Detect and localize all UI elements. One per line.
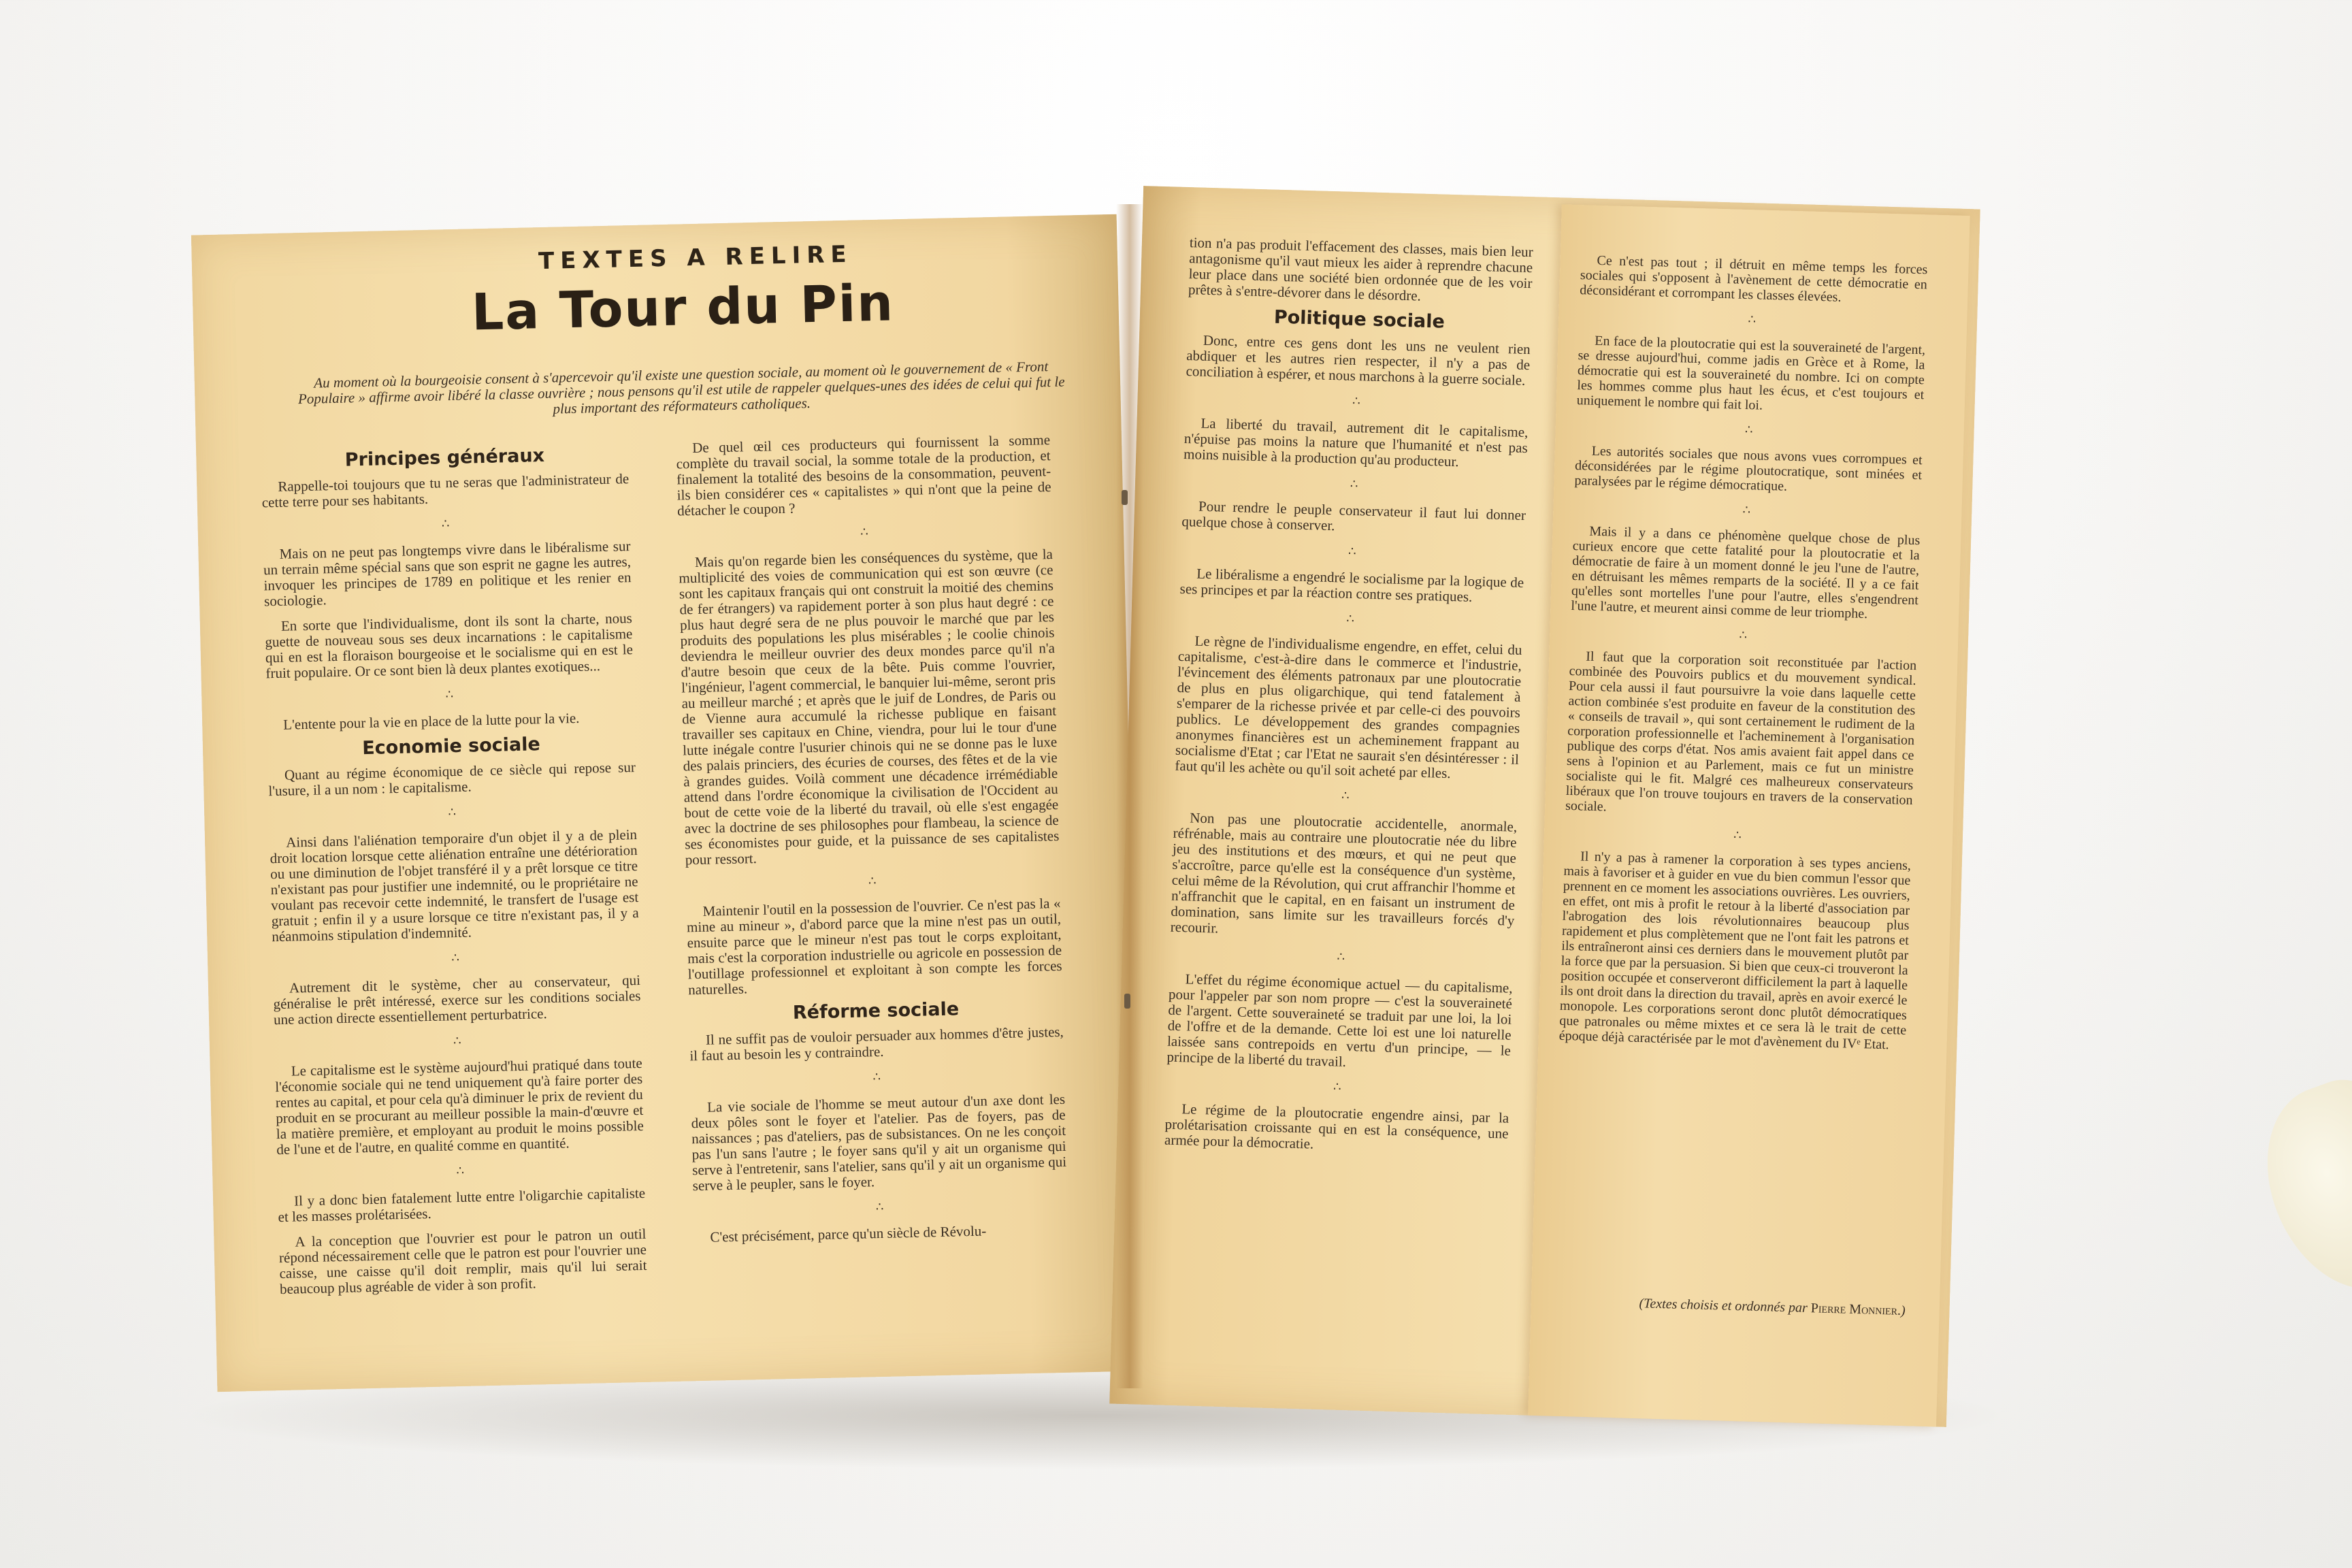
paragraph: Mais on ne peut pas longtemps vivre dans le libéralisme sur un terrain même spécial sans que son esprit ne gagne les autres, invoquer les principes de 1789 en politique et les renier en sociologie. — [263, 538, 632, 610]
paragraph: L'entente pour la vie en place de la lutte pour la vie. — [282, 709, 580, 733]
left-page — [191, 214, 1143, 1392]
paragraph: Pour rendre le peuple conservateur il faut lui donner quelque chose à conserver. — [1181, 497, 1526, 534]
separator-mark: ∴ — [1348, 544, 1358, 559]
paragraph: Ainsi dans l'aliénation temporaire d'un objet il y a de plein droit location lorsque cette aliénation entraîne une détérioration ou une diminution de l'objet transféré il y a prêt lorsque ce titre n'existant pas pour justifier une indemnité, ou le propriétaire ne voulant pas recevoir cette indemnité, le transfert de l'usage est gratuit ; enfin il y a usure lorsque ce titre n'existant pas, il y a néanmoins stipulation d'indemnité. — [270, 826, 639, 945]
separator-mark: ∴ — [1337, 949, 1347, 964]
paragraph: Maintenir l'outil en la possession de l'ouvrier. Ce n'est pas la « mine au mineur », d'abord parce que la mine n'est pas un outil, ensuite parce que le mineur n'est pas tout le corps exploitant, mais c'est la corporation industrielle ou agricole en possession de l'outillage professionnel et exploitant à son compte les forces naturelles. — [686, 894, 1062, 998]
book-spine — [1116, 204, 1143, 1388]
left-column-1 — [261, 442, 647, 1307]
section-heading: Politique sociale — [1273, 306, 1446, 333]
kicker: TEXTES A RELIRE — [538, 240, 853, 276]
paragraph: En sorte que l'individualisme, dont ils sont la charte, nous guette de nouveau sous ses deux incarnations : le capitalisme qui en est la floraison bourgeoise et le socialisme qui en est le fruit populaire. Or ce sont bien là deux plantes exotiques... — [265, 610, 634, 682]
paragraph: Ce n'est pas tout ; il détruit en même temps les forces sociales qui s'opposent à l'avènement de cette démocratie en déconsidérant et corrompant les classes élevées. — [1580, 252, 1928, 305]
separator-mark: ∴ — [441, 517, 451, 531]
separator-mark: ∴ — [456, 1163, 466, 1178]
folded-flap — [1528, 204, 1970, 1426]
paragraph: Il n'y a pas à ramener la corporation à ses types anciens, mais à favoriser et à guider en vue du bien commun l'essor que prennent en ce moment les associations ouvrières. Les ouvriers, en effet, ont mis à profit le retour à la liberté d'association par l'abrogation des lois révolutionnaires beaucoup plus rapidement et plus complètement que ne l'ont fait les patrons et ils entraîneront ainsi ces derniers dans le mouvement plutôt par la force que par la persuasion. Si bien que ceux-ci trouveront la position occupée et conserveront difficilement la part à laquelle ils ont droit dans la direction du travail, après en avoir exercé le monopole. Les corporations seront donc plutôt démocratiques que patronales ou même mixtes et ce sera là le trait de cette époque déjà caractérisée par le mot d'avènement du IVᵉ Etat. — [1558, 849, 1912, 1053]
separator-mark: ∴ — [1350, 476, 1360, 491]
separator-mark: ∴ — [1744, 422, 1754, 437]
separator-mark: ∴ — [448, 804, 458, 819]
section-heading: Principes généraux — [344, 444, 545, 471]
paragraph: Le libéralisme a engendré le socialisme par la logique de ses principes et par la réaction contre ses pratiques. — [1179, 565, 1524, 605]
staple — [1124, 994, 1130, 1009]
credit-prefix: (Textes choisis et ordonnés par — [1639, 1296, 1808, 1316]
paragraph: En face de la ploutocratie qui est la souveraineté de l'argent, se dresse aujourd'hui, comme jadis en Grèce et à Rome, la démocratie qui est la souveraineté du nombre. Ici on compte les hommes comme plus haut les écus, et c'est toujours et uniquement le nombre qui fait loi. — [1576, 333, 1926, 413]
paragraph: La vie sociale de l'homme se meut autour d'un axe dont les deux pôles sont le foyer et l'atelier. Pas de foyers, pas de naissances ; pas d'ateliers, pas de subsistances. On ne les conçoit pas l'un sans l'autre ; le foyer sans qu'il y ait un organisme qui serve à l'entretenir, sans l'atelier, sans qu'il y ait un organisme qui serve à le peupler, sans le foyer. — [691, 1090, 1067, 1194]
paragraph: Il ne suffit pas de vouloir persuader aux hommes d'être justes, il faut au besoin les y contraindre. — [689, 1023, 1064, 1064]
staple — [1122, 490, 1128, 505]
paragraph: Donc, entre ces gens dont les uns ne veulent rien abdiquer et les autres rien respecter, il n'y a pas de conciliation à espérer, et nous marchons à la guerre sociale. — [1186, 331, 1531, 389]
page-title: La Tour du Pin — [471, 274, 895, 342]
paragraph: Il y a donc bien fatalement lutte entre l'oligarchie capitaliste et les masses prolétarisées. — [278, 1184, 646, 1226]
author-credit — [1552, 1294, 1906, 1320]
paragraph: C'est précisément, parce qu'un siècle de Révolu- — [710, 1222, 987, 1245]
credit-suffix: ) — [1900, 1303, 1906, 1319]
paragraph: Il faut que la corporation soit reconstituée par l'action combinée des Pouvoirs publics et du mouvement syndical. Pour cela aussi il faut poursuivre la voie dans laquelle cette action combinée s'est produite en faveur de la constitution des « conseils de travail », qui sont certainement le rudiment de la corporation professionnelle et l'acheminement à l'organisation publique des corps d'état. Nos amis avaient fait appel dans ce sens à l'opinion et au Parlement, mais ce fut un ministre socialiste qui le fit. Malgré ces malheureux conservateurs libéraux que l'on trouve toujours en travers de la conservation sociale. — [1565, 649, 1917, 815]
separator-mark: ∴ — [445, 687, 455, 702]
paragraph: L'effet du régime économique actuel — du capitalisme, pour l'appeler par son nom propre — c'est la souveraineté de l'argent. Cette souveraineté se traduit par une loi, la loi de l'offre et de la demande. Cette loi est une loi naturelle laissée sans contrepoids en vertu d'un principe, — le principe de la liberté du travail. — [1166, 970, 1513, 1070]
paragraph: Quant au régime économique de ce siècle qui repose sur l'usure, il a un nom : le capitalisme. — [268, 759, 636, 800]
separator-mark: ∴ — [1739, 627, 1749, 642]
right-column-1 — [1164, 235, 1533, 1167]
separator-mark: ∴ — [868, 874, 878, 888]
paragraph: Non pas une ploutocratie accidentelle, anormale, réfrénable, mais au contraire une ploutocratie née du libre jeu des institutions et des mœurs, et qui ne peut que s'accroître, parce qu'elle est la conséquence d'un système, celui même de la Révolution, qui crut affranchir l'homme et n'affranchit que le capital, en en faisant un instrument de domination, sans limite sur les travailleurs forcés d'y recourir. — [1170, 809, 1518, 936]
paragraph: Les autorités sociales que nous avons vues corrompues et déconsidérées par le régime ploutocratique, sont minées et paralysées par le régime démocratique. — [1574, 443, 1923, 494]
separator-mark: ∴ — [451, 950, 461, 965]
section-heading: Economie sociale — [361, 734, 541, 760]
separator-mark: ∴ — [1742, 502, 1752, 517]
paragraph: Autrement dit le système, cher au conservateur, qui généralise le prêt intéressé, exerce sur les conditions sociales une action directe essentiellement perturbatrice. — [273, 971, 641, 1028]
paragraph: Le régime de la ploutocratie engendre ainsi, par la prolétarisation croissante qui en est la conséquence, une armée pour la démocratie. — [1164, 1100, 1509, 1152]
paragraph: Mais qu'on regarde bien les conséquences du système, que la multiplicité des voies de communication qui est son œuvre (ce sont les capitaux français qui ont construit la moitié des chemins de fer étrangers) va rapidement porter à son plus haut degré : ce plus haut degré sera de ne plus pouvoir le marché que par les produits des populations les plus misérables ; le coolie chinois deviendra le meilleur ouvrier des deux mondes parce qu'il n'a d'autre besoin que ceux de la bête. Puis comme l'ouvrier, l'ingénieur, l'agent commercial, le banquier lui-même, seront pris au meilleur marché ; et après que le juif de Londres, de Paris ou de Vienne aura accumulé la richesse publique en faisant travailler ses capitaux en Chine, viendra, pour lui le tour d'une lutte inégale contre l'usurier chinois qui ne se donne pas le luxe des palais princiers, des écuries de courses, des fêtes et de la vie à grandes guides. Voilà comment une décadence irrémédiable attend dans l'ordre économique la civilisation de l'Occident au bout de cette voie de la liberté du travail, où elle s'est engagée avec la doctrine de ses philosophes pour flambeau, la science de ses économistes pour guide, et la puissance de ses capitalistes pour ressort. — [679, 546, 1060, 868]
separator-mark: ∴ — [1346, 611, 1356, 626]
paragraph: Rappelle-toi toujours que tu ne seras que l'administrateur de cette terre pour ses habitants. — [261, 470, 630, 511]
separator-mark: ∴ — [1333, 1079, 1343, 1094]
separator-mark: ∴ — [1352, 393, 1362, 408]
section-heading: Réforme sociale — [792, 998, 960, 1024]
paragraph: Mais il y a dans ce phénomène quelque chose de plus curieux encore que cette fatalité pour la ploutocratie et la démocratie de faire à un moment donné le jeu l'une de l'autre, en détruisant les mêmes remparts de la société. Il y a ce fait qu'elles sont mortelles l'une pour l'autre, elles s'engendrent l'une l'autre, et meurent ainsi comme de leur triomphe. — [1571, 523, 1921, 622]
intro-paragraph: Au moment où la bourgeoisie consent à s'apercevoir qu'il existe une question sociale, au moment où le gouvernement de « Front Populaire » affirme avoir libéré la classe ouvrière ; nous pensons qu'il est utile de rappeler quelques-unes des idées de celui qui fut le plus important des réformateurs catholiques. — [297, 358, 1065, 417]
paragraph: tion n'a pas produit l'effacement des classes, mais bien leur antagonisme qu'il vaut mieux les aider à reprendre chacune leur place dans une société bien ordonnée que de les voir prêtes à s'entre-dévorer dans le désordre. — [1188, 234, 1534, 304]
paragraph: A la conception que l'ouvrier est pour le patron un outil répond nécessairement celle que le patron est pour l'ouvrier une caisse, une caisse qu'il doit remplir, mais qu'il lui serait beaucoup plus agréable de vider à son profit. — [278, 1225, 647, 1298]
left-column-2 — [676, 432, 1068, 1255]
paragraph: De quel œil ces producteurs qui fournissent la somme complète du travail social, la somme totale de la production, et finalement la totalité des besoins de la consommation, peuvent-ils bien considérer ces « capitalistes » qui n'ont que la peine de détacher le coupon ? — [676, 431, 1051, 519]
separator-mark: ∴ — [875, 1199, 885, 1214]
separator-mark: ∴ — [872, 1069, 883, 1084]
paragraph: Le règne de l'individualisme engendre, en effet, celui du capitalisme, c'est-à-dire dans le commerce et l'industrie, l'évincement des éléments patronaux par une ploutocratie de plus en plus oligarchique, qui tend fatalement à s'emparer de la richesse privée et par celle-ci des pouvoirs publics. Le développement des grandes compagnies anonymes financières est un acheminement frappant au socialisme d'Etat ; car l'Etat ne saurait s'en désintéresser : il faut qu'il les achète ou qu'il soit acheté par elles. — [1175, 632, 1522, 782]
credit-name: Pierre Monnier. — [1810, 1301, 1901, 1318]
separator-mark: ∴ — [1733, 828, 1744, 843]
paragraph: Le capitalisme est le système aujourd'hui pratiqué dans toute l'économie sociale qui ne tend uniquement qu'à faire porter des rentes au capital, et pour cela qu'à diminuer le prix de revient du produit en se procurant au meilleur possible la main-d'œuvre et la matière première, et employant au produit le moins possible de l'une et de l'autre, en qualité comme en quantité. — [275, 1054, 644, 1158]
separator-mark: ∴ — [860, 525, 870, 539]
paragraph: La liberté du travail, autrement dit le capitalisme, n'épuise pas moins la nature que l'humanité et n'est pas moins nuisible à la production qu'au producteur. — [1183, 414, 1529, 470]
separator-mark: ∴ — [1341, 788, 1351, 803]
separator-mark: ∴ — [453, 1033, 463, 1048]
separator-mark: ∴ — [1748, 312, 1758, 327]
right-column-2 — [1558, 252, 1928, 1062]
